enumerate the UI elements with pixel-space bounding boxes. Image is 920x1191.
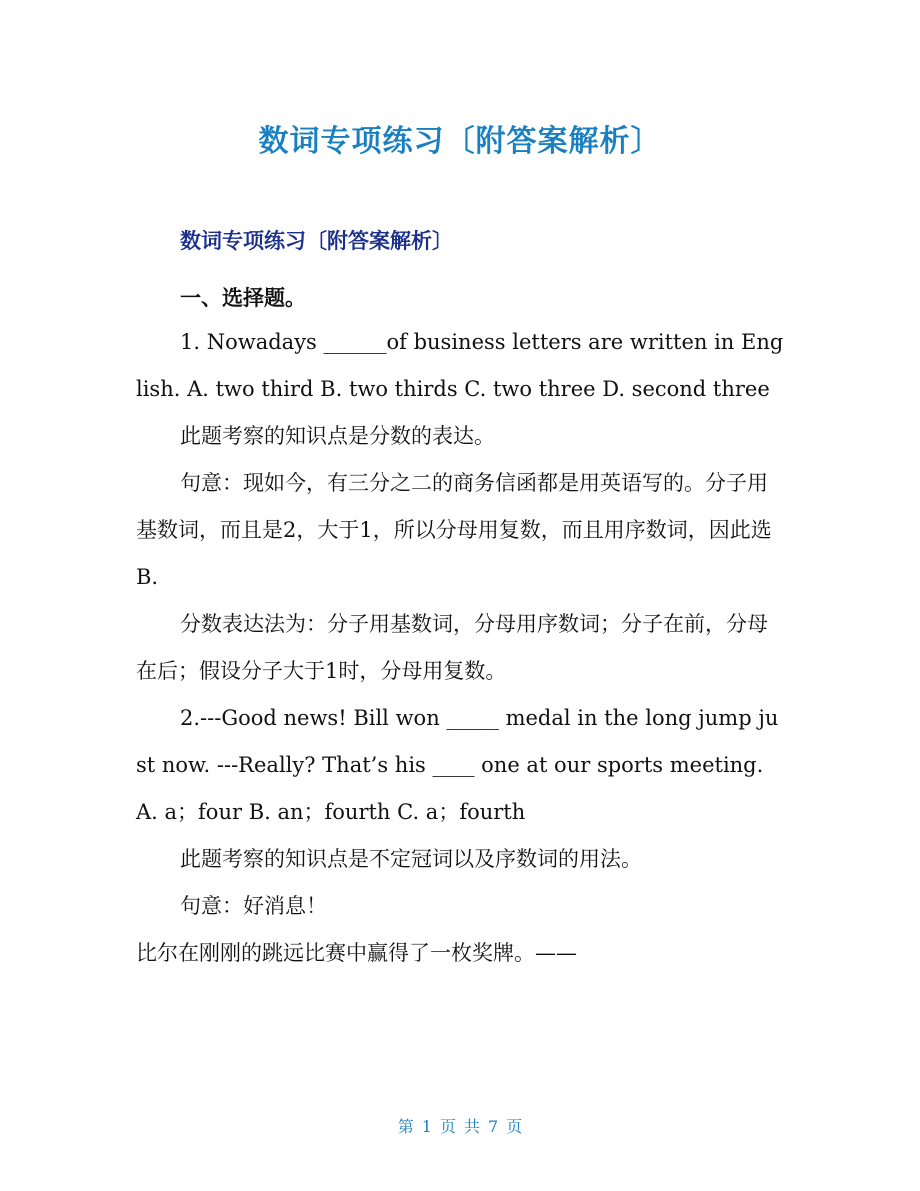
page-title: 数词专项练习〔附答案解析〕 [258,124,662,159]
footer-current-page: 1 [421,1117,432,1136]
footer-label-total-unit: 页 [506,1117,523,1136]
document-body [136,319,786,977]
question-1-explanation: 句意：现如今，有三分之二的商务信函都是用英语写的。分子用基数词，而且是2，大于1，所以分母用复数，而且用序数词，因此选B. [136,471,772,589]
question-2-text: 2.---Good news! Bill won _____ medal in the long jump just now. ---Really? That’s his ____ one at our sports meeting. A. a；four B. an；fourth C. a；fourth [136,706,779,824]
question-1-text: 1. Nowadays ______of business letters are written in English. A. two third B. two thirds C. two three D. second three [136,330,784,401]
footer-label-page: 第 [397,1117,414,1136]
section-title: 数词专项练习〔附答案解析〕 [180,229,453,253]
fraction-rule-paragraph: 分数表达法为：分子用基数词，分母用序数词；分子在前，分母在后；假设分子大于1时，分母用复数。 [136,612,768,683]
footer-total-pages: 7 [488,1117,499,1136]
footer-label-page-unit: 页 [439,1117,456,1136]
question-2-translation-start: 句意：好消息！ [180,894,327,918]
question-2-translation-continued: 比尔在刚刚的跳远比赛中赢得了一枚奖牌。—— [136,941,577,965]
page-footer [0,1114,920,1137]
question-2-knowledge-point: 此题考察的知识点是不定冠词以及序数词的用法。 [180,847,642,871]
footer-label-total: 共 [464,1117,481,1136]
section-heading: 一、选择题。 [180,286,306,310]
question-1-knowledge-point: 此题考察的知识点是分数的表达。 [180,424,495,448]
